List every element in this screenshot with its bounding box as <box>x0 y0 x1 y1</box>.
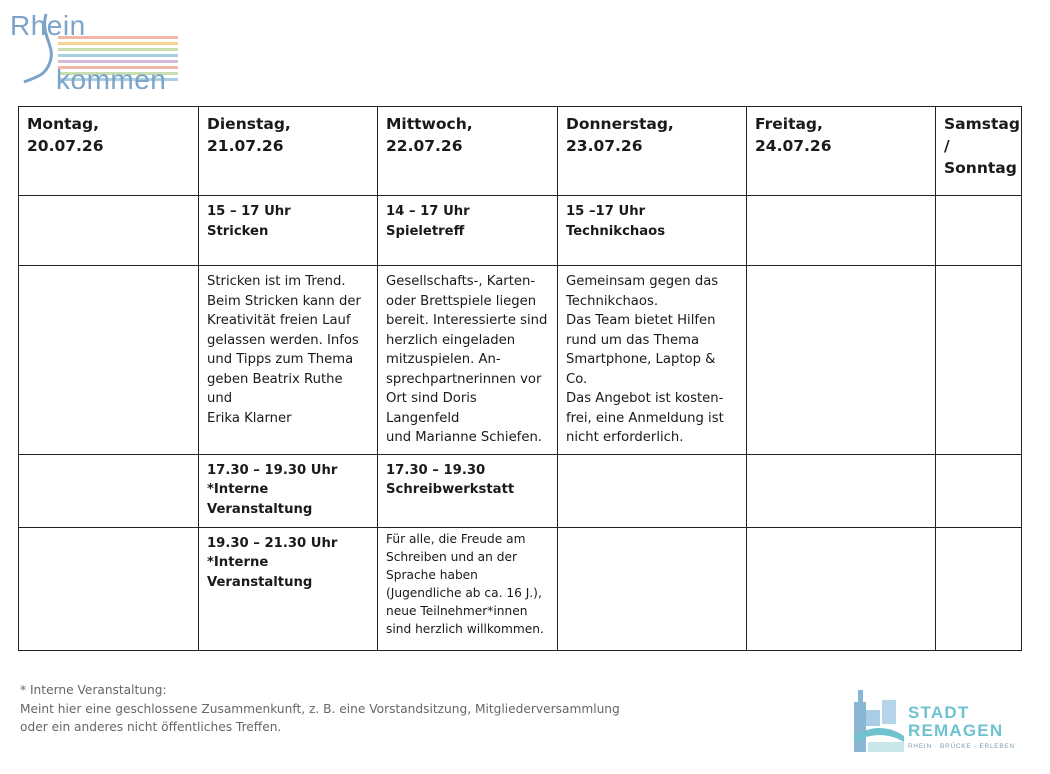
cell-empty <box>936 196 1022 266</box>
cell-empty <box>558 454 747 527</box>
footnote <box>20 681 620 737</box>
footnote-line: * Interne Veranstaltung: <box>20 683 167 697</box>
table-row <box>19 196 1022 266</box>
rheinkommen-logo <box>10 6 170 98</box>
event-spieletreff-description: Gesellschafts-, Karten- oder Brettspiele liegen bereit. Interessierte sind herzlich eingeladen mitzuspielen. An- sprechpartnerinnen vor Ort sind Doris Langenfeld und Marianne Schiefen. <box>378 266 558 455</box>
event-technikchaos-time: 15 –17 Uhr Technikchaos <box>558 196 747 266</box>
cell-empty <box>19 196 199 266</box>
header-monday: Montag, 20.07.26 <box>19 107 199 196</box>
cell-empty <box>19 527 199 650</box>
cell-empty <box>747 454 936 527</box>
cell-empty <box>19 454 199 527</box>
remagen-tagline: RHEIN · BRÜCKE · ERLEBEN <box>908 743 1015 750</box>
event-schreibwerkstatt-time: 17.30 – 19.30 Schreibwerkstatt <box>378 454 558 527</box>
remagen-word-stadt: STADT <box>908 703 970 722</box>
schedule-table <box>18 106 1022 651</box>
logo-word-kommen: kommen <box>56 64 167 95</box>
cell-empty <box>936 454 1022 527</box>
header-friday: Freitag, 24.07.26 <box>747 107 936 196</box>
event-technikchaos-description: Gemeinsam gegen das Technikchaos. Das Team bietet Hilfen rund um das Thema Smartphone, Laptop & Co. Das Angebot ist kosten- frei, eine Anmeldung ist nicht erforderlich. <box>558 266 747 455</box>
header-wednesday: Mittwoch, 22.07.26 <box>378 107 558 196</box>
header-thursday: Donnerstag, 23.07.26 <box>558 107 747 196</box>
event-spieletreff-time: 14 – 17 Uhr Spieletreff <box>378 196 558 266</box>
event-stricken-description: Stricken ist im Trend. Beim Stricken kann der Kreativität freien Lauf gelassen werden. Infos und Tipps zum Thema geben Beatrix Ruthe und Erika Klarner <box>199 266 378 455</box>
event-internal-2: 19.30 – 21.30 Uhr *Interne Veranstaltung <box>199 527 378 650</box>
table-row <box>19 454 1022 527</box>
table-row <box>19 266 1022 455</box>
cell-empty <box>19 266 199 455</box>
table-row <box>19 527 1022 650</box>
cell-empty <box>747 527 936 650</box>
remagen-word-remagen: REMAGEN <box>908 721 1004 740</box>
cell-empty <box>747 266 936 455</box>
header-tuesday: Dienstag, 21.07.26 <box>199 107 378 196</box>
stadt-remagen-logo <box>852 686 1022 756</box>
cell-empty <box>936 266 1022 455</box>
event-schreibwerkstatt-description: Für alle, die Freude am Schreiben und an der Sprache haben (Jugendliche ab ca. 16 J.), neue Teilnehmer*innen sind herzlich willkommen. <box>378 527 558 650</box>
logo-word-rhein: Rhein <box>10 10 86 41</box>
remagen-emblem-icon <box>852 686 908 756</box>
footnote-line: Meint hier eine geschlossene Zusammenkunft, z. B. eine Vorstandsitzung, Mitgliederversammlung <box>20 701 620 716</box>
cell-empty <box>936 527 1022 650</box>
cell-empty <box>747 196 936 266</box>
event-stricken-time: 15 – 17 Uhr Stricken <box>199 196 378 266</box>
cell-empty <box>558 527 747 650</box>
header-row <box>19 107 1022 196</box>
footnote-line: oder ein anderes nicht öffentliches Treffen. <box>20 720 282 734</box>
event-internal-1: 17.30 – 19.30 Uhr *Interne Veranstaltung <box>199 454 378 527</box>
header-weekend: Samstag / Sonntag <box>936 107 1022 196</box>
